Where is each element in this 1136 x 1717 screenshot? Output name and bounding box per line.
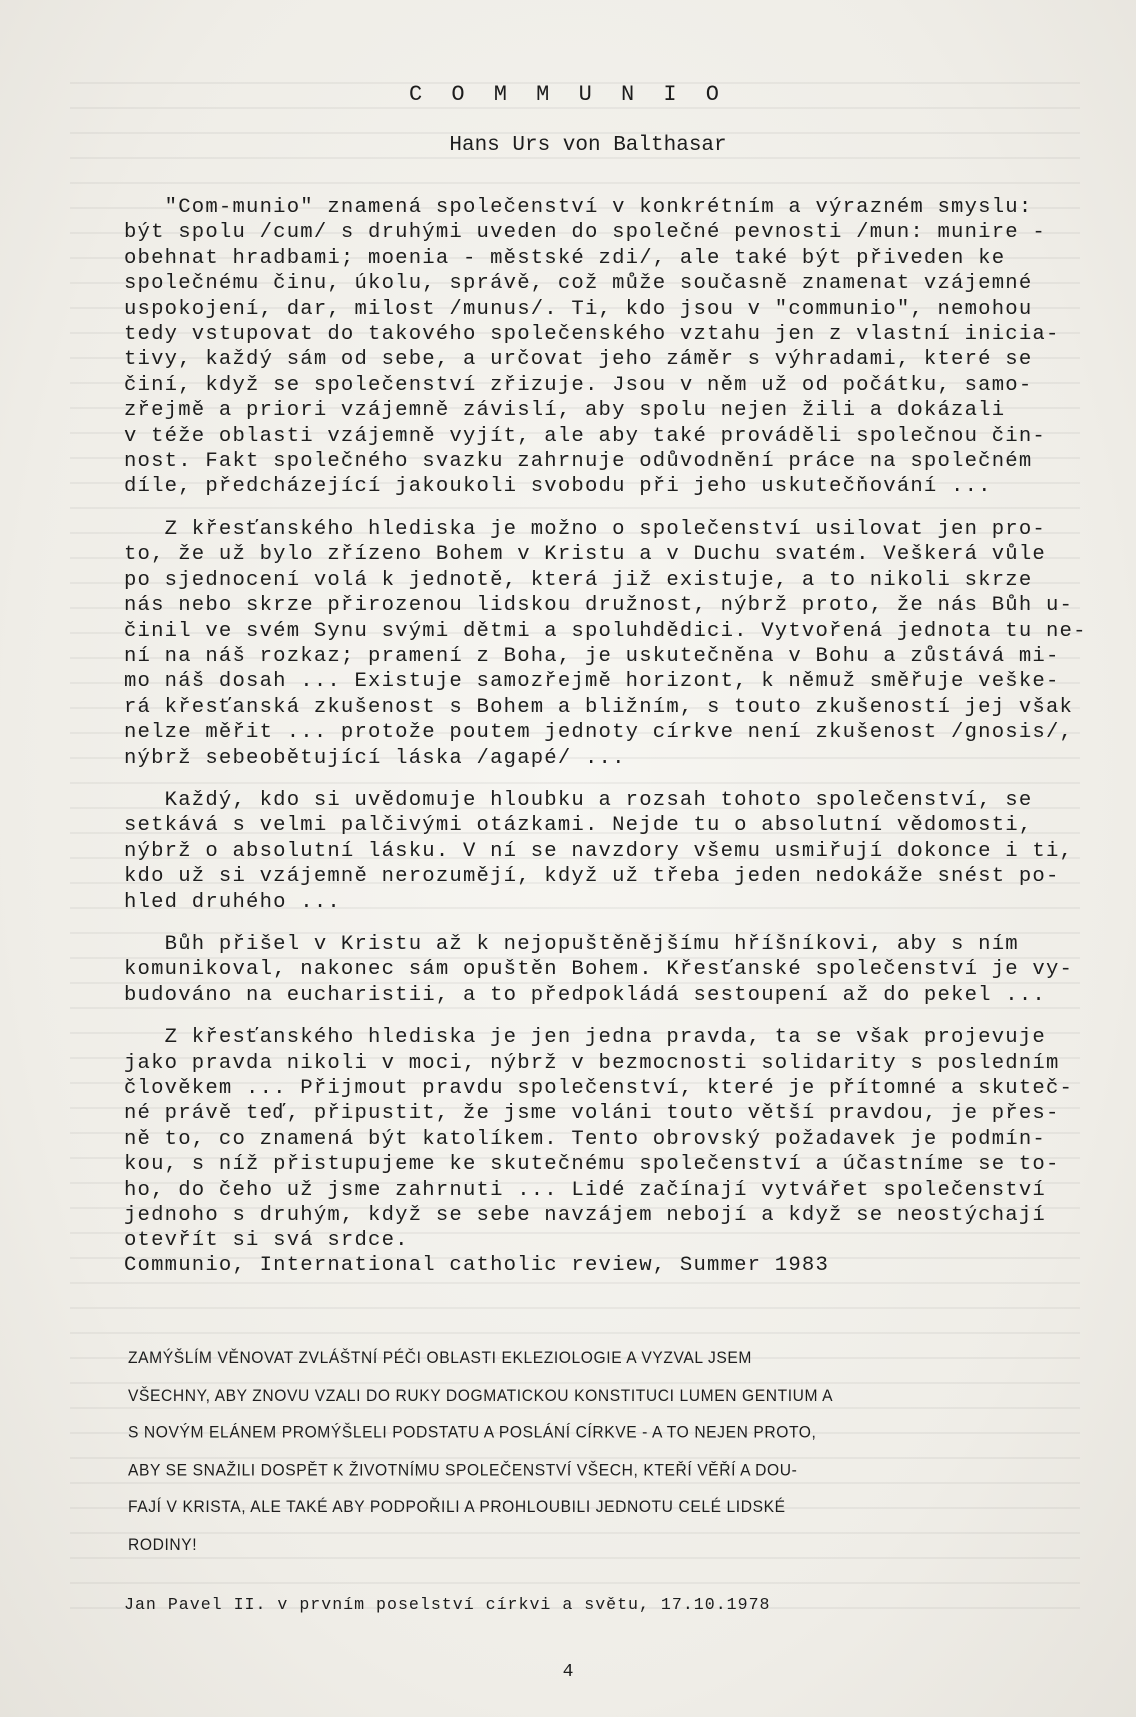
text-line: tedy vstupovat do takového společenského vztahu jen z vlastní inicia- (124, 323, 1060, 347)
text-line: "Com-munio" znamená společenství v konkrétním a výrazném smyslu: (124, 196, 1033, 219)
text-line: ně to, co znamená být katolíkem. Tento obrovský požadavek je podmín- (124, 1127, 1046, 1151)
text-line: Z křesťanského hlediska je možno o společenství usilovat jen pro- (124, 517, 1046, 541)
text-line: ní na náš rozkaz; pramení z Boha, je uskutečněna v Bohu a zůstává mi- (124, 644, 1060, 668)
page-number: 4 (562, 1662, 574, 1682)
quote-line: S NOVÝM ELÁNEM PROMÝŠLELI PODSTATU A POSLÁNÍ CÍRKVE - A TO NEJEN PROTO, (128, 1424, 817, 1443)
paragraph-container (124, 195, 1087, 1254)
text-line: člověkem ... Přijmout pravdu společenství, které je přítomné a skuteč- (124, 1077, 1074, 1100)
paragraph (124, 195, 1084, 500)
paragraph (124, 517, 1087, 771)
text-line: kdo už si vzájemně nerozumějí, když už třeba jeden nedokáže snést po- (124, 865, 1060, 889)
text-line: komunikoval, nakonec sám opuštěn Bohem. Křesťanské společenství je vy- (124, 958, 1074, 982)
text-line: činil ve svém Synu svými dětmi a spoluhdědici. Vytvořená jednota tu ne- (124, 619, 1087, 643)
text-line: nýbrž o absolutní lásku. V ní se navzdory všemu usmiřují dokonce i ti, (124, 839, 1074, 863)
quote-attribution: Jan Pavel II. v prvním poselství církvi a světu, 17.10.1978 (124, 1595, 771, 1614)
paragraph (124, 788, 1084, 915)
quote-line: RODINY! (128, 1536, 198, 1555)
text-line: setkává s velmi palčivými otázkami. Nejde tu o absolutní vědomosti, (124, 814, 1033, 838)
text-line: zřejmě a priori vzájemně závislí, aby spolu nejen žili a dokázali (124, 399, 1006, 423)
paragraph (124, 1025, 1084, 1254)
text-line: v téže oblasti vzájemně vyjít, ale aby také prováděli společnou čin- (124, 424, 1046, 448)
text-line: Bůh přišel v Kristu až k nejopuštěnějšímu hříšníkovi, aby s ním (124, 932, 1019, 956)
text-line: společnému činu, úkolu, správě, což může současně znamenat vzájemné (124, 272, 1033, 296)
quote-line: ZAMÝŠLÍM VĚNOVAT ZVLÁŠTNÍ PÉČI OBLASTI EKLEZIOLOGIE A VYZVAL JSEM (128, 1349, 752, 1368)
text-line: po sjednocení volá k jednotě, která již existuje, a to nikoli skrze (124, 568, 1033, 592)
quote-line: VŠECHNY, ABY ZNOVU VZALI DO RUKY DOGMATICKOU KONSTITUCI LUMEN GENTIUM A (128, 1386, 834, 1405)
paragraph (124, 932, 1084, 1008)
text-line: mo náš dosah ... Existuje samozřejmě horizont, k němuž směřuje veške- (124, 670, 1060, 694)
text-line: činí, když se společenství zřizuje. Jsou v něm už od počátku, samo- (124, 373, 1033, 397)
text-line: kou, s níž přistupujeme ke skutečnému společenství a účastníme se to- (124, 1153, 1060, 1177)
text-line: díle, předcházející jakoukoli svobodu při jeho uskutečňování ... (124, 475, 992, 499)
text-line: né právě teď, připustit, že jsme voláni touto větší pravdou, je přes- (124, 1102, 1060, 1126)
text-line: otevřít si svá srdce. (124, 1229, 409, 1253)
text-line: budováno na eucharistii, a to předpokládá sestoupení až do pekel ... (124, 983, 1046, 1007)
text-line: Každý, kdo si uvědomuje hloubku a rozsah tohoto společenství, se (124, 788, 1033, 812)
text-line: nás nebo skrze přirozenou lidskou družnost, nýbrž proto, že nás Bůh u- (124, 594, 1074, 618)
quote-line: FAJÍ V KRISTA, ALE TAKÉ ABY PODPOŘILI A PROHLOUBILI JEDNOTU CELÉ LIDSKÉ (128, 1498, 786, 1517)
text-line: ho, do čeho už jsme zahrnuti ... Lidé začínají vytvářet společenství (124, 1178, 1046, 1202)
page-title: C O M M U N I O (408, 82, 728, 107)
papal-quote (128, 1340, 1028, 1564)
text-line: nost. Fakt společného svazku zahrnuje odůvodnění práce na společném (124, 450, 1033, 474)
quote-line: ABY SE SNAŽILI DOSPĚT K ŽIVOTNÍMU SPOLEČENSTVÍ VŠECH, KTEŘÍ VĚŘÍ A DOU- (128, 1461, 798, 1480)
text-line: nýbrž sebeobětující láska /agapé/ ... (124, 746, 626, 770)
text-line: to, že už bylo zřízeno Bohem v Kristu a v Duchu svatém. Veškerá vůle (124, 543, 1046, 567)
text-line: hled druhého ... (124, 890, 341, 914)
text-line: jednoho s druhým, když se sebe navzájem nebojí a když se neostýchají (124, 1204, 1046, 1228)
main-text (124, 195, 1087, 1271)
text-line: rá křesťanská zkušenost s Bohem a bližním, s touto zkušeností jej však (124, 695, 1074, 719)
text-line: nelze měřit ... protože poutem jednoty církve není zkušenost /gnosis/, (124, 721, 1074, 745)
text-line: být spolu /cum/ s druhými uveden do společné pevnosti /mun: munire - (124, 221, 1046, 245)
author-name: Hans Urs von Balthasar (449, 134, 727, 157)
text-line: jako pravda nikoli v moci, nýbrž v bezmocnosti solidarity s posledním (124, 1051, 1060, 1075)
text-line: obehnat hradbami; moenia - městské zdi/, ale také být přiveden ke (124, 246, 1006, 270)
text-line: uspokojení, dar, milost /munus/. Ti, kdo jsou v "communio", nemohou (124, 297, 1033, 321)
text-line: tivy, každý sám od sebe, a určovat jeho záměr s výhradami, které se (124, 348, 1033, 372)
source-citation: Communio, International catholic review, Summer 1983 (124, 1254, 830, 1277)
text-line: Z křesťanského hlediska je jen jedna pravda, ta se však projevuje (124, 1026, 1046, 1050)
